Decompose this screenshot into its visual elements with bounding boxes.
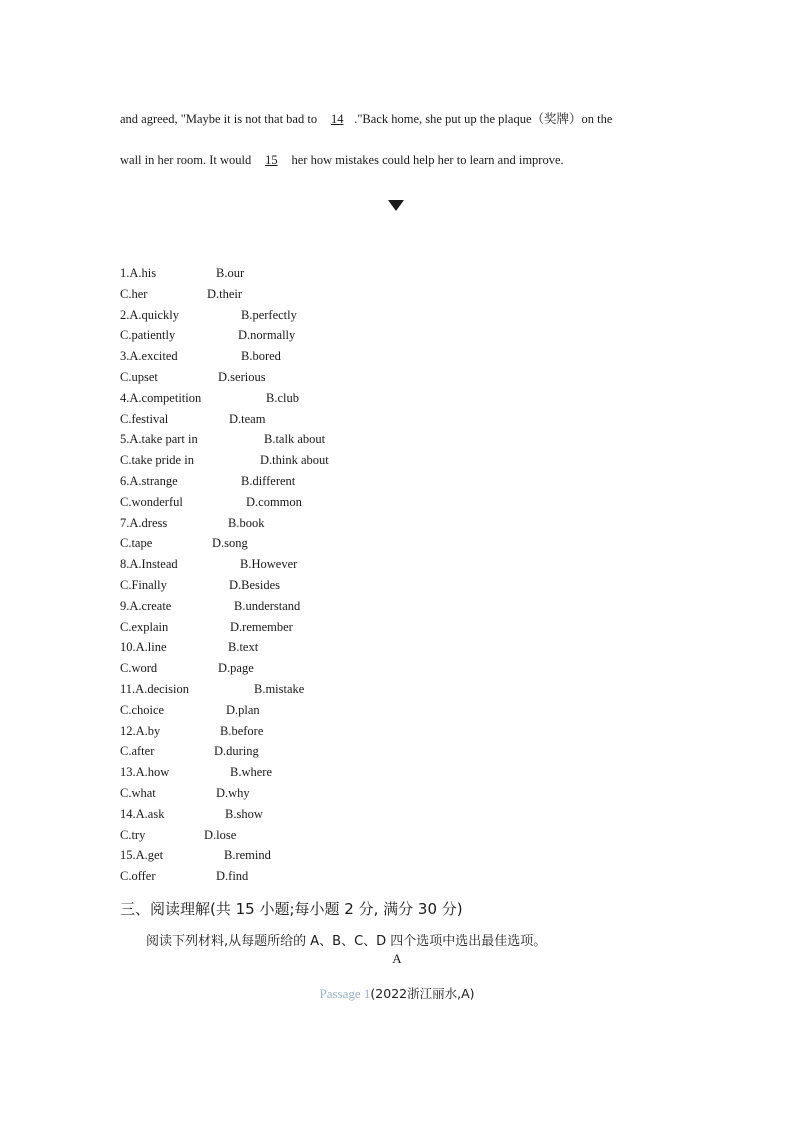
option-right: B.different xyxy=(241,473,296,488)
option-left: C.choice xyxy=(120,702,165,717)
option-right: D.during xyxy=(214,744,259,759)
option-right: D.Besides xyxy=(229,577,281,592)
option-right: B.However xyxy=(240,557,298,572)
triangle-down-icon[interactable] xyxy=(388,200,404,211)
passage-heading xyxy=(0,984,794,1002)
passage-line-2-start: wall in her room. It would xyxy=(120,153,255,167)
option-right: B.club xyxy=(266,390,299,405)
option-left: C.wonderful xyxy=(120,494,183,509)
option-right: D.their xyxy=(207,286,243,301)
option-left: 10.A.line xyxy=(120,640,167,655)
option-left: 6.A.strange xyxy=(120,473,178,488)
option-right: D.page xyxy=(218,661,254,676)
passage-line-1-start: and agreed, "Maybe it is not that bad to xyxy=(120,112,321,126)
option-left: 7.A.dress xyxy=(120,515,168,530)
option-right: D.plan xyxy=(226,702,260,717)
instruction-text: 阅读下列材料,从每题所给的 A、B、C、D 四个选项中选出最佳选项。 xyxy=(146,934,547,949)
option-right: D.why xyxy=(216,785,250,800)
option-left: C.after xyxy=(120,744,155,759)
option-left: 9.A.create xyxy=(120,598,172,613)
passage-source: (2022浙江丽水,A) xyxy=(370,986,475,1001)
option-left: C.tape xyxy=(120,536,153,551)
passage-link[interactable]: Passage 1 xyxy=(319,986,371,1001)
option-right: D.song xyxy=(212,536,248,551)
option-left: C.Finally xyxy=(120,577,167,592)
option-left: 4.A.competition xyxy=(120,390,202,405)
option-left: C.take pride in xyxy=(120,453,194,468)
option-left: 8.A.Instead xyxy=(120,557,178,572)
option-right: D.normally xyxy=(238,328,296,343)
option-right: B.talk about xyxy=(264,432,326,447)
option-left: C.explain xyxy=(120,619,169,634)
option-right: D.think about xyxy=(260,453,329,468)
option-left: 15.A.get xyxy=(120,848,164,863)
option-left: 14.A.ask xyxy=(120,806,165,821)
option-right: B.understand xyxy=(234,598,301,613)
option-left: 5.A.take part in xyxy=(120,432,198,447)
option-right: B.mistake xyxy=(254,681,305,696)
passage-line-2-end: her how mistakes could help her to learn and improve. xyxy=(288,153,564,167)
option-left: C.festival xyxy=(120,411,169,426)
option-right: D.common xyxy=(246,494,302,509)
blank-14: 14 xyxy=(330,112,344,126)
option-left: 11.A.decision xyxy=(120,681,189,696)
option-right: B.remind xyxy=(224,848,271,863)
option-right: D.find xyxy=(216,869,249,884)
option-left: C.try xyxy=(120,827,146,842)
option-left: C.her xyxy=(120,286,148,301)
option-right: B.text xyxy=(228,640,259,655)
option-left: C.upset xyxy=(120,369,158,384)
option-right: B.bored xyxy=(241,349,281,364)
option-right: B.our xyxy=(216,266,245,280)
option-right: D.serious xyxy=(218,369,266,384)
option-left: 2.A.quickly xyxy=(120,307,180,322)
option-left: 12.A.by xyxy=(120,723,161,738)
option-left: C.what xyxy=(120,785,156,800)
option-left: 1.A.his xyxy=(120,266,157,280)
option-right: B.book xyxy=(228,515,265,530)
option-left: 13.A.how xyxy=(120,765,170,780)
option-left: C.offer xyxy=(120,869,156,884)
option-left: C.word xyxy=(120,661,158,676)
passage-line-1 xyxy=(120,111,690,127)
option-right: B.show xyxy=(225,806,263,821)
blank-15: 15 xyxy=(265,153,278,167)
option-left: C.patiently xyxy=(120,328,176,343)
option-right: B.where xyxy=(230,765,272,780)
passage-line-1-end: ."Back home, she put up the plaque（奖牌）on the xyxy=(354,112,613,126)
passage-line-2 xyxy=(120,152,690,168)
option-right: D.team xyxy=(229,411,266,426)
option-right: D.remember xyxy=(230,619,293,634)
option-right: D.lose xyxy=(204,827,237,842)
section-title: 三、阅读理解(共 15 小题;每小题 2 分, 满分 30 分) xyxy=(120,900,463,918)
option-left: 3.A.excited xyxy=(120,349,178,364)
option-right: B.perfectly xyxy=(241,307,297,322)
passage-label: A xyxy=(392,951,402,966)
option-right: B.before xyxy=(220,723,264,738)
